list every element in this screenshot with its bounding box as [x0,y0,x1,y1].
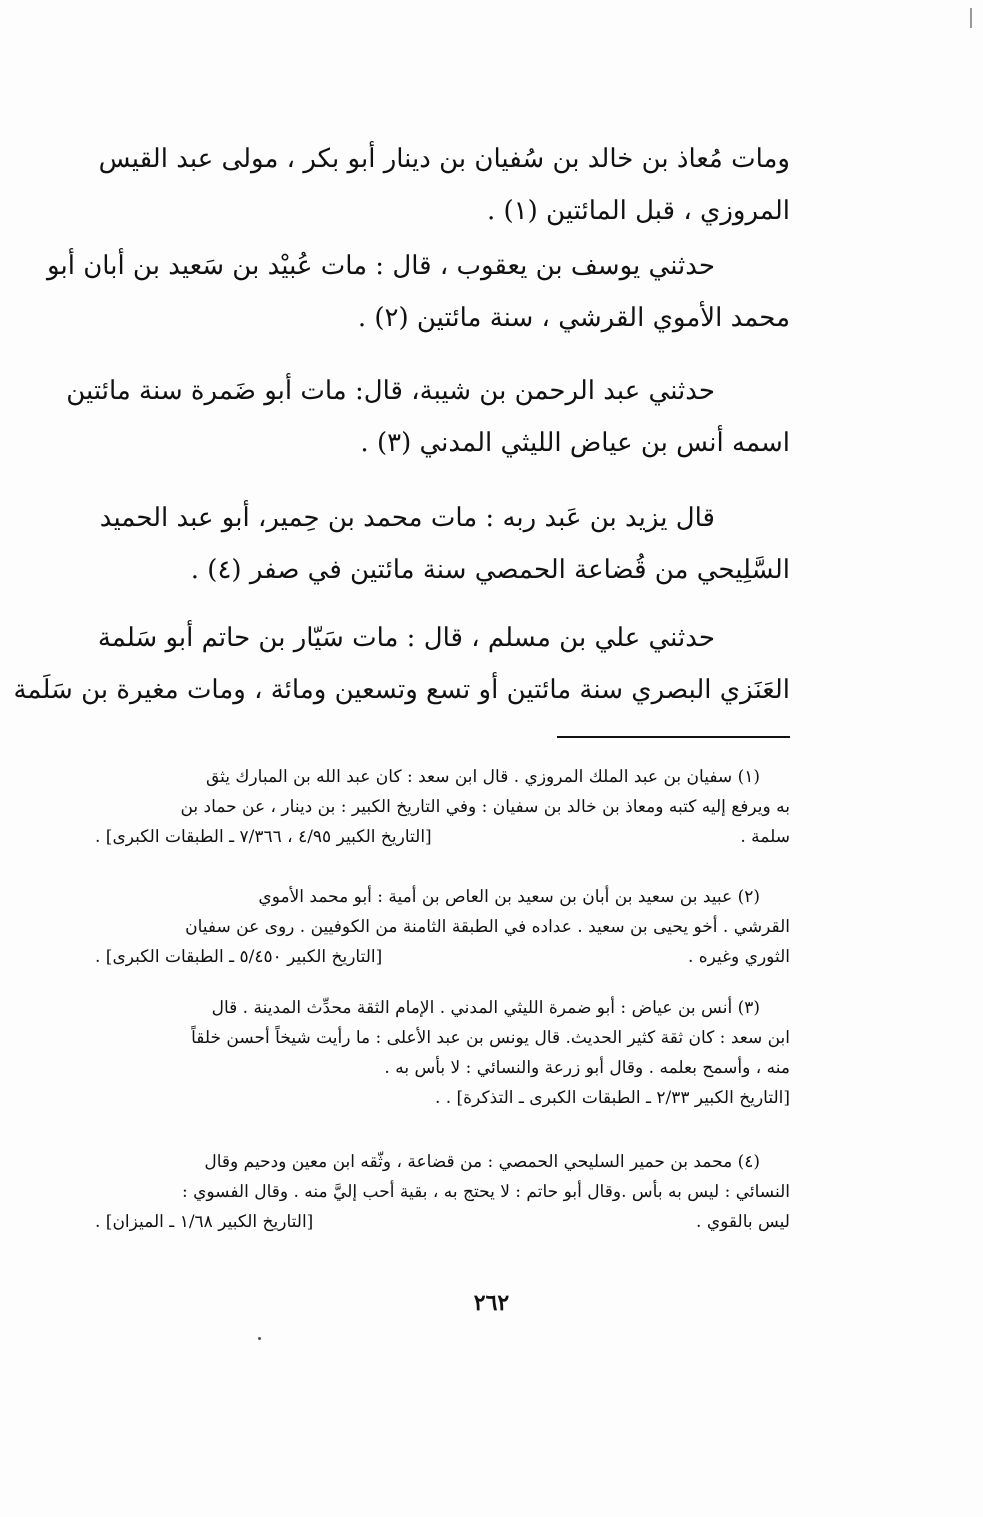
footnote-line [95,912,790,942]
text-line: حدثني عبد الرحمن بن شيبة، قال: مات أبو ضَمرة سنة مائتين [66,376,715,406]
footnote-text: سلمة . [740,827,790,847]
footnote-line [95,942,790,972]
paragraph-4 [100,492,790,596]
footnote-text: منه ، وأسمح بعلمه . وقال أبو زرعة والنسائي : لا بأس به . [384,1058,790,1078]
footnote-1 [95,762,790,852]
scan-speck [970,8,972,28]
text-line: اسمه أنس بن عياض الليثي المدني (٣) . [360,428,790,458]
text-line: العَنَزي البصري سنة مائتين أو تسع وتسعين ومائة ، ومات مغيرة بن سَلَمة [13,675,790,705]
footnote-line [95,792,790,822]
text-line: قال يزيد بن عَبد ربه : مات محمد بن حِمير، أبو عبد الحميد [99,503,715,533]
paragraph-5 [13,612,790,716]
text-line: المروزي ، قبل المائتين (١) . [486,196,790,226]
text-line: حدثني يوسف بن يعقوب ، قال : مات عُبيْد بن سَعيد بن أبان أبو [47,251,715,281]
footnote-2 [95,882,790,972]
footnote-text: (١) سفيان بن عبد الملك المروزي . قال ابن سعد : كان عبد الله بن المبارك يثق [205,767,760,787]
footnote-separator [557,736,790,738]
footnote-text: النسائي : ليس به بأس .وقال أبو حاتم : لا يحتج به ، بقية أحب إليَّ منه . وقال الفسوي : [181,1182,790,1202]
text-line: السَّلِيحي من قُضاعة الحمصي سنة مائتين في صفر (٤) . [190,555,790,585]
footnote-citation: [التاريخ الكبير ١/٦٨ ـ الميزان] . [95,1212,314,1232]
paragraph-2 [47,240,790,344]
footnote-line [95,1207,790,1237]
footnote-citation: [التاريخ الكبير ٥/٤٥٠ ـ الطبقات الكبرى] . [95,947,383,967]
footnote-3 [95,993,790,1113]
footnote-4 [95,1147,790,1237]
footnote-citation: [التاريخ الكبير ٤/٩٥ ، ٧/٣٦٦ ـ الطبقات الكبرى] . [95,827,432,847]
page-number: ٢٦٢ [473,1290,510,1316]
footnote-text: ليس بالقوي . [696,1212,790,1232]
footnote-line [95,1083,790,1113]
footnote-text: (٢) عبيد بن سعيد بن أبان بن سعيد بن العاص بن أمية : أبو محمد الأموي [258,887,760,907]
paragraph-3 [66,365,790,469]
footnote-line [95,822,790,852]
footnote-line [95,762,790,792]
text-line: ومات مُعاذ بن خالد بن سُفيان بن دينار أبو بكر ، مولى عبد القيس [98,144,790,174]
footnote-line [95,1147,790,1177]
footnote-text: القرشي . أخو يحيى بن سعيد . عداده في الطبقة الثامنة من الكوفيين . روى عن سفيان [185,917,790,937]
footnote-text: (٤) محمد بن حمير السليحي الحمصي : من قضاعة ، وثّقه ابن معين ودحيم وقال [204,1152,760,1172]
footnote-text: الثوري وغيره . [687,947,790,967]
scan-speck [258,1337,261,1340]
paragraph-1 [100,133,790,237]
footnote-line [95,1053,790,1083]
footnote-citation: [التاريخ الكبير ٢/٣٣ ـ الطبقات الكبرى ـ التذكرة] . . [434,1088,790,1108]
footnote-line [95,993,790,1023]
footnote-text: به ويرفع إليه كتبه ومعاذ بن خالد بن سفيان : وفي التاريخ الكبير : بن دينار ، عن حماد بن [180,797,790,817]
footnote-line [95,1177,790,1207]
footnote-line [95,1023,790,1053]
footnote-text: ابن سعد : كان ثقة كثير الحديث. قال يونس بن عبد الأعلى : ما رأيت شيخاً أحسن خلقاً [191,1028,790,1048]
footnote-line [95,882,790,912]
text-line: محمد الأموي القرشي ، سنة مائتين (٢) . [357,303,790,333]
text-line: حدثني علي بن مسلم ، قال : مات سَيّار بن حاتم أبو سَلمة [97,623,715,653]
footnote-text: (٣) أنس بن عياض : أبو ضمرة الليثي المدني . الإمام الثقة محدِّث المدينة . قال [211,998,760,1018]
